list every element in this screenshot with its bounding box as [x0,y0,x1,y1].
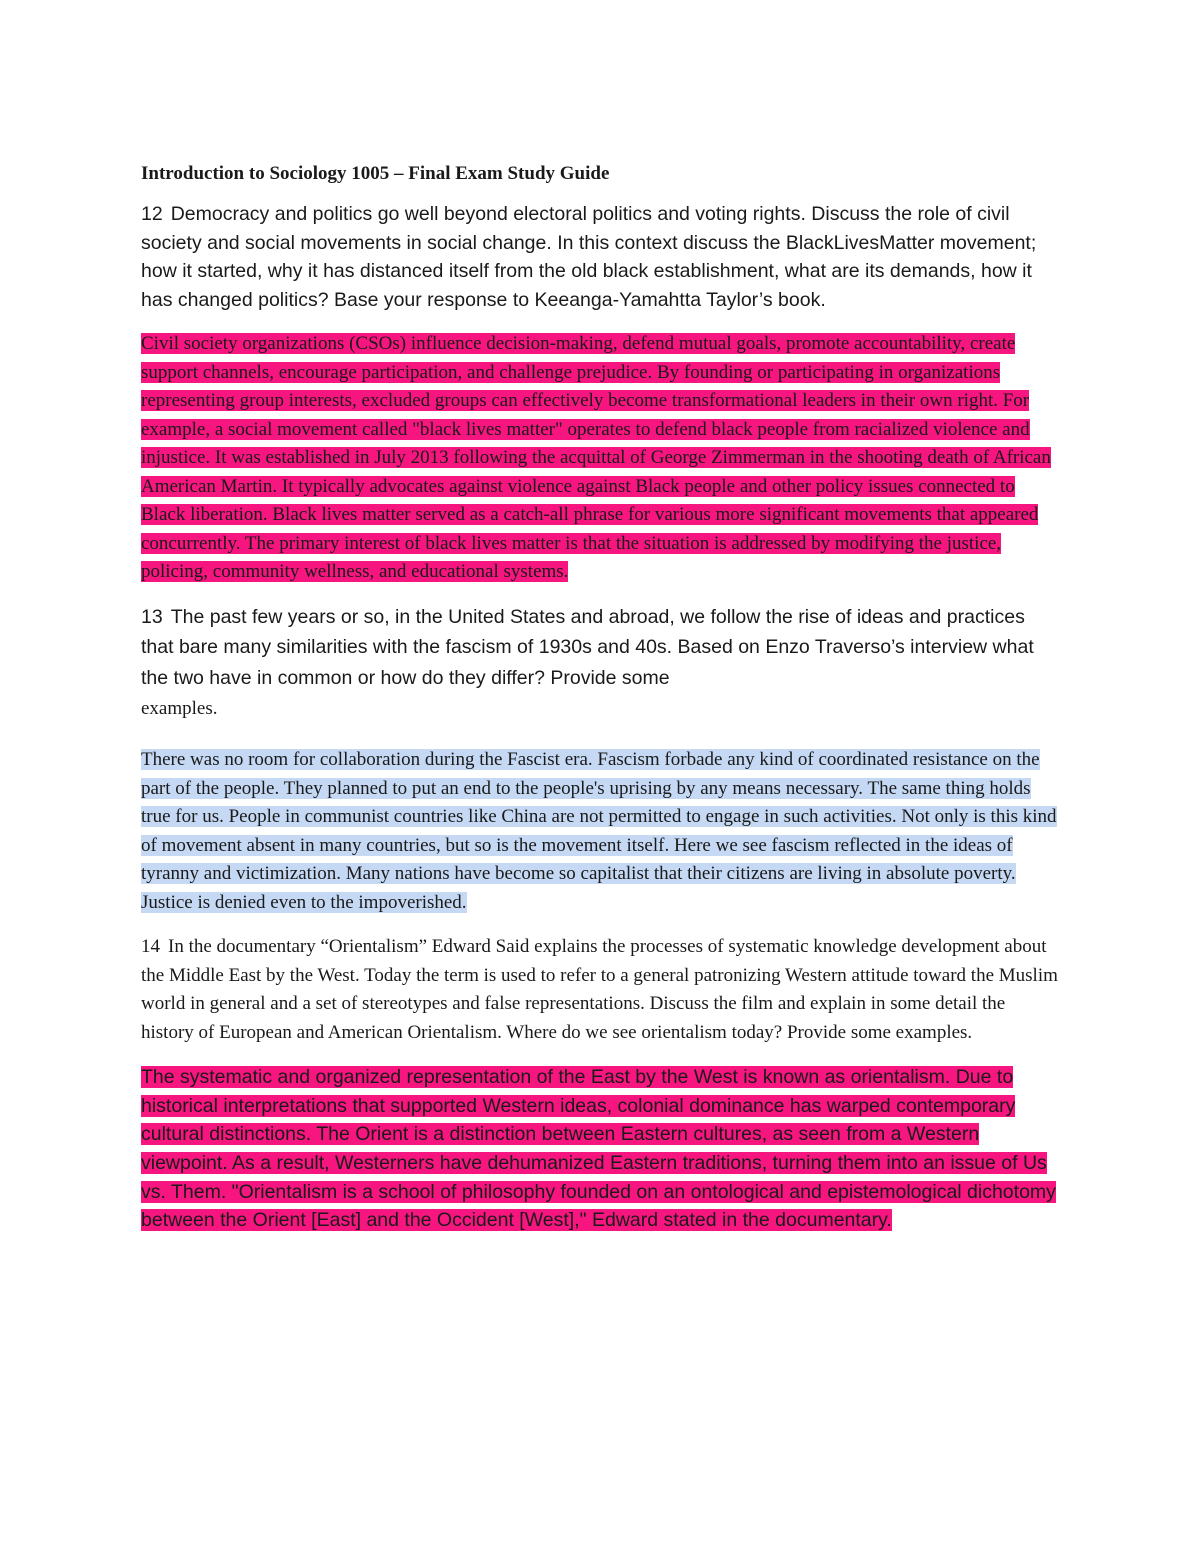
question-text: The past few years or so, in the United States and abroad, we follow the rise of ideas and practices that bare many similarities with the fascism of 1930s and 40s. Based on Enzo Traverso’s interview what the two have in common or how do they differ? Provide some [141,605,1034,690]
question-text: In the documentary “Orientalism” Edward Said explains the processes of systematic knowledge development about the Middle East by the West. Today the term is used to refer to a general patronizing Western attitude toward the Muslim world in general and a set of stereotypes and false representations. Discuss the film and explain in some detail the history of European and American Orientalism. Where do we see orientalism today? Provide some examples. [141,936,1058,1043]
question-number: 14 [141,936,160,958]
question-12 [141,200,1061,314]
page-title: Introduction to Sociology 1005 – Final Exam Study Guide [141,163,610,184]
question-text-continued: examples. [141,697,218,719]
answer-13 [141,746,1061,917]
question-number: 13 [141,605,163,628]
question-13 [141,603,1061,724]
answer-14 [141,1063,1061,1235]
highlighted-answer-text: There was no room for collaboration during the Fascist era. Fascism forbade any kind of coordinated resistance on the part of the people. They planned to put an end to the people's uprising by any means necessary. The same thing holds true for us. People in communist countries like China are not permitted to engage in such activities. Not only is this kind of movement absent in many countries, but so is the movement itself. Here we see fascism reflected in the ideas of tyranny and victimization. Many nations have become so capitalist that their citizens are living in absolute poverty. Justice is denied even to the impoverished. [141,749,1057,913]
question-text: Democracy and politics go well beyond electoral politics and voting rights. Discuss the role of civil society and social movements in social change. In this context discuss the BlackLivesMatter movement; how it started, why it has distanced itself from the old black establishment, what are its demands, how it has changed politics? Base your response to Keeanga-Yamahtta Taylor’s book. [141,203,1037,311]
answer-12 [141,330,1061,587]
question-number: 12 [141,203,163,225]
question-14 [141,933,1061,1047]
document-page [141,160,1061,1251]
highlighted-answer-text: Civil society organizations (CSOs) influence decision-making, defend mutual goals, promote accountability, create support channels, encourage participation, and challenge prejudice. By founding or participating in organizations representing group interests, excluded groups can effectively become transformational leaders in their own right. For example, a social movement called "black lives matter" operates to defend black people from racialized violence and injustice. It was established in July 2013 following the acquittal of George Zimmerman in the shooting death of African American Martin. It typically advocates against violence against Black people and other policy issues connected to Black liberation. Black lives matter served as a catch-all phrase for various more significant movements that appeared concurrently. The primary interest of black lives matter is that the situation is addressed by modifying the justice, policing, community wellness, and educational systems. [141,333,1051,583]
highlighted-answer-text: The systematic and organized representation of the East by the West is known as orientalism. Due to historical interpretations that supported Western ideas, colonial dominance has warped contemporary cultural distinctions. The Orient is a distinction between Eastern cultures, as seen from a Western viewpoint. As a result, Westerners have dehumanized Eastern traditions, turning them into an issue of Us vs. Them. "Orientalism is a school of philosophy founded on an ontological and epistemological dichotomy between the Orient [East] and the Occident [West]," Edward stated in the documentary. [141,1066,1056,1232]
